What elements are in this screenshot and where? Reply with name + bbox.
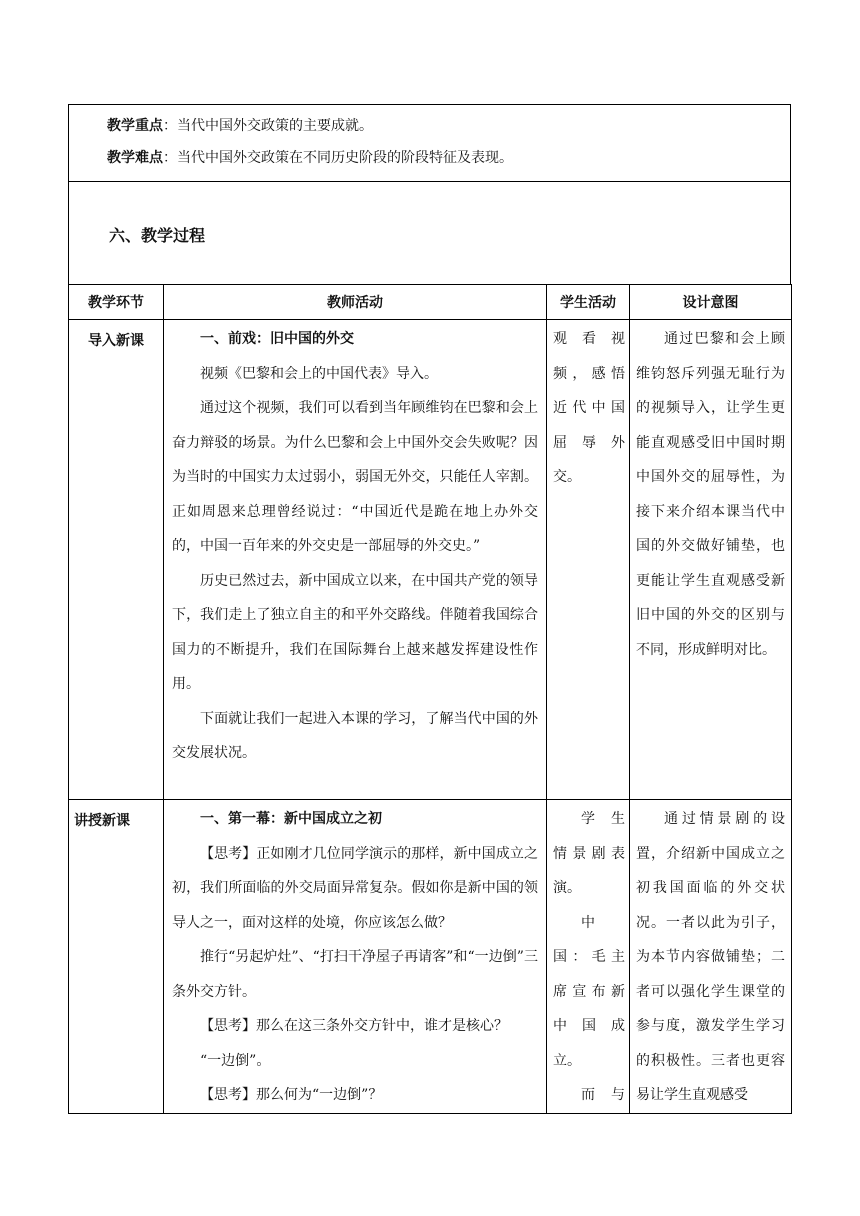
teacher-paragraph: 【思考】正如刚才几位同学演示的那样，新中国成立之初，我们所面临的外交局面异常复杂。假如你是新中国的领导人之一，面对这样的处境，你应该怎么做？: [172, 845, 538, 931]
student-activity-cell: [547, 320, 630, 800]
teaching-difficulty: [107, 147, 513, 167]
teaching-difficulty-text: ：当代中国外交政策在不同历史阶段的阶段特征及表现。: [163, 150, 513, 166]
student-line: 情景剧表: [553, 845, 625, 862]
table-row: [69, 800, 792, 1114]
teacher-paragraph: 【思考】那么何为“一边倒”？: [200, 1087, 383, 1103]
teacher-activity-cell: [164, 800, 547, 1114]
teacher-paragraph: 一、前戏：旧中国的外交: [200, 331, 354, 347]
student-line: 国：毛主: [553, 949, 625, 965]
teacher-paragraph: “一边倒”。: [200, 1052, 271, 1069]
student-line: 立。: [553, 1052, 581, 1069]
section-heading-box: [68, 181, 791, 285]
teaching-focus: [107, 115, 373, 135]
teacher-paragraph: 【思考】那么在这三条外交方针中，谁才是核心？: [200, 1018, 508, 1034]
teaching-focus-label: 教学重点: [107, 118, 163, 134]
header-design: 设计意图: [630, 285, 792, 320]
stage-cell: 讲授新课: [69, 800, 164, 1114]
student-line: 学生: [581, 811, 625, 827]
teacher-paragraph: 视频《巴黎和会上的中国代表》导入。: [200, 365, 438, 382]
student-line: 中: [581, 914, 595, 931]
teacher-paragraph: 下面就让我们一起进入本课的学习，了解当代中国的外交发展状况。: [172, 710, 538, 761]
teacher-paragraph: 历史已然过去，新中国成立以来，在中国共产党的领导下，我们走上了独立自主的和平外交路线。伴随着我国综合国力的不断提升，我们在国际舞台上越来越发挥建设性作用。: [172, 572, 538, 692]
student-line: 中国成: [553, 1018, 625, 1034]
header-stage: 教学环节: [69, 285, 164, 320]
design-intent-cell: [630, 800, 792, 1114]
table-header-row: [69, 285, 792, 320]
header-student: 学生活动: [547, 285, 630, 320]
student-activity-cell: [547, 800, 630, 1114]
header-teacher: 教师活动: [164, 285, 547, 320]
table-row: [69, 320, 792, 800]
stage-cell: 导入新课: [69, 320, 164, 800]
design-text: 通过巴黎和会上顾维钧怒斥列强无耻行为的视频导入，让学生更能直观感受旧中国时期中国外交的屈辱性，为接下来介绍本课当代中国的外交做好铺垫，也更能让学生直观感受新旧中国的外交的区别与不同，形成鲜明对比。: [636, 331, 785, 658]
section-heading: 六、教学过程: [109, 226, 206, 245]
teaching-difficulty-label: 教学难点: [107, 150, 163, 166]
student-line: 频，感悟: [553, 365, 625, 382]
student-line: 近代中国: [553, 400, 625, 416]
teacher-paragraph: 通过这个视频，我们可以看到当年顾维钧在巴黎和会上奋力辩驳的场景。为什么巴黎和会上中国外交会失败呢？因为当时的中国实力太过弱小，弱国无外交，只能任人宰割。正如周恩来总理曾经说过：“中国近代是跪在地上办外交的，中国一百年来的外交史是一部屈辱的外交史。”: [172, 400, 538, 554]
teaching-process-table: [68, 284, 792, 1114]
teacher-paragraph: 一、第一幕：新中国成立之初: [200, 811, 382, 827]
student-line: 屈辱外: [553, 434, 625, 451]
design-text: 通过情景剧的设置，介绍新中国成立之初我国面临的外交状况。一者以此为引子，为本节内容做铺垫；二者可以强化学生课堂的参与度，激发学生学习的积极性。三者也更容易让学生直观感受: [636, 811, 785, 1103]
design-intent-cell: [630, 320, 792, 800]
student-line: 演。: [553, 880, 581, 896]
student-line: 而与: [581, 1087, 625, 1103]
student-line: 交。: [553, 469, 581, 485]
key-points-box: [68, 104, 791, 182]
teacher-activity-cell: [164, 320, 547, 800]
teaching-focus-text: ：当代中国外交政策的主要成就。: [163, 118, 373, 134]
teacher-paragraph: 推行“另起炉灶”、“打扫干净屋子再请客”和“一边倒”三条外交方针。: [172, 949, 538, 1000]
student-line: 观看视: [553, 331, 625, 347]
student-line: 席宣布新: [553, 983, 625, 1000]
